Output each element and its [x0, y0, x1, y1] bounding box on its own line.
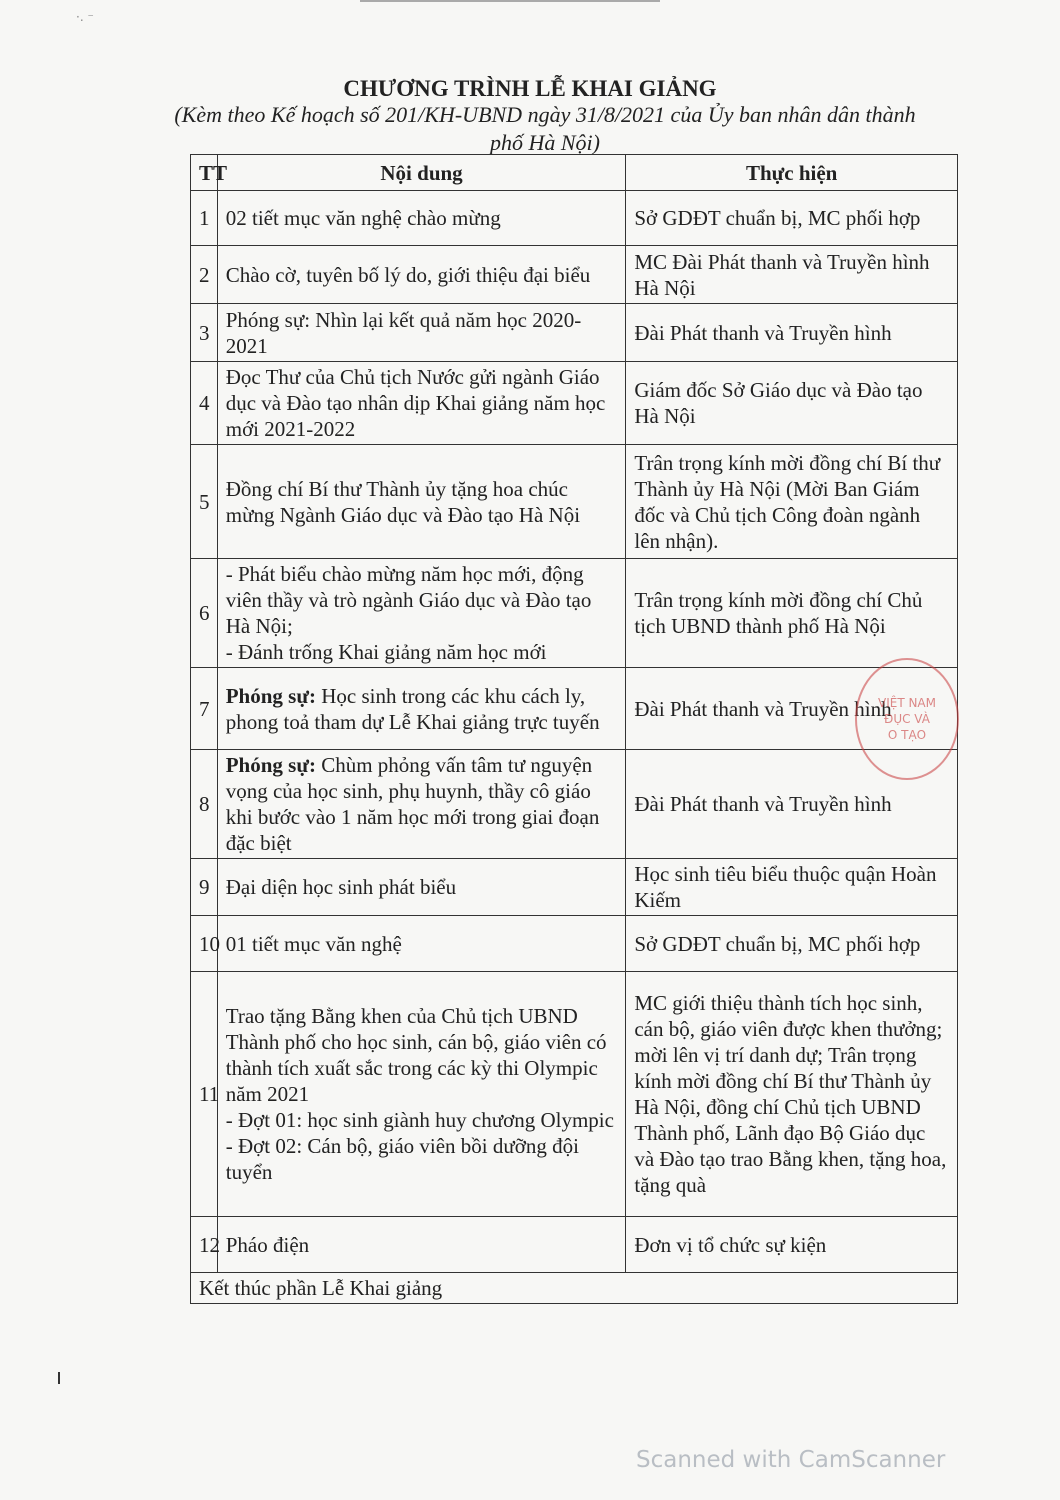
row-number: 6 — [191, 559, 218, 668]
table-row — [191, 668, 958, 750]
row-performer: Giám đốc Sở Giáo dục và Đào tạo Hà Nội — [626, 362, 958, 445]
row-content — [217, 668, 626, 750]
row-content-lead: Phóng sự: — [225, 683, 316, 708]
row-performer: Đài Phát thanh và Truyền hình — [626, 668, 958, 750]
header-tt: TT — [191, 155, 218, 191]
row-content: 01 tiết mục văn nghệ — [217, 916, 626, 972]
table-row — [191, 445, 958, 559]
row-number: 4 — [191, 362, 218, 445]
table-row — [191, 972, 958, 1217]
row-number: 11 — [191, 972, 218, 1217]
row-number: 9 — [191, 859, 218, 916]
row-content: Trao tặng Bằng khen của Chủ tịch UBND Thành phố cho học sinh, cán bộ, giáo viên có thành tích xuất sắc trong các kỳ thi Olympic năm 2021 - Đợt 01: học sinh giành huy chương Olympic - Đợt 02: Cán bộ, giáo viên bồi dưỡng đội tuyển — [217, 972, 626, 1217]
row-content: 02 tiết mục văn nghệ chào mừng — [217, 191, 626, 246]
official-seal-stamp — [855, 658, 959, 780]
row-performer: Sở GDĐT chuẩn bị, MC phối hợp — [626, 191, 958, 246]
row-performer: MC Đài Phát thanh và Truyền hình Hà Nội — [626, 246, 958, 304]
page-subtitle: (Kèm theo Kế hoạch số 201/KH-UBND ngày 31/8/2021 của Ủy ban nhân dân thành phố Hà Nội) — [174, 102, 916, 155]
table-row — [191, 859, 958, 916]
row-content: Đại diện học sinh phát biểu — [217, 859, 626, 916]
row-number: 10 — [191, 916, 218, 972]
stamp-text-mid: ĐỤC VÀ — [884, 712, 930, 726]
table-row — [191, 246, 958, 304]
row-number: 5 — [191, 445, 218, 559]
table-row — [191, 750, 958, 859]
row-content: Đồng chí Bí thư Thành ủy tặng hoa chúc mừng Ngành Giáo dục và Đào tạo Hà Nội — [217, 445, 626, 559]
table-row — [191, 191, 958, 246]
row-content: Đọc Thư của Chủ tịch Nước gửi ngành Giáo dục và Đào tạo nhân dịp Khai giảng năm học mới 2021-2022 — [217, 362, 626, 445]
page-title: CHƯƠNG TRÌNH LỄ KHAI GIẢNG — [343, 76, 717, 101]
row-performer: Đơn vị tổ chức sự kiện — [626, 1217, 958, 1273]
table-footer: Kết thúc phần Lễ Khai giảng — [191, 1273, 958, 1304]
row-performer: MC giới thiệu thành tích học sinh, cán bộ, giáo viên được khen thưởng; mời lên vị trí danh dự; Trân trọng kính mời đồng chí Bí thư Thành ủy Hà Nội, đồng chí Chủ tịch UBND Thành phố, Lãnh đạo Bộ Giáo dục và Đào tạo trao Bằng khen, tặng hoa, tặng quà — [626, 972, 958, 1217]
table-row — [191, 304, 958, 362]
table-row — [191, 1217, 958, 1273]
row-performer: Sở GDĐT chuẩn bị, MC phối hợp — [626, 916, 958, 972]
header-content: Nội dung — [217, 155, 626, 191]
row-performer: Học sinh tiêu biểu thuộc quận Hoàn Kiếm — [626, 859, 958, 916]
scan-edge-mark — [58, 1372, 60, 1384]
table-row — [191, 559, 958, 668]
stamp-text-bot: O TẠO — [887, 728, 927, 742]
row-content: Chào cờ, tuyên bố lý do, giới thiệu đại biểu — [217, 246, 626, 304]
row-performer: Trân trọng kính mời đồng chí Bí thư Thành ủy Hà Nội (Mời Ban Giám đốc và Chủ tịch Công đoàn ngành lên nhận). — [626, 445, 958, 559]
row-number: 12 — [191, 1217, 218, 1273]
row-number: 8 — [191, 750, 218, 859]
row-content: - Phát biểu chào mừng năm học mới, động viên thầy và trò ngành Giáo dục và Đào tạo Hà Nội; - Đánh trống Khai giảng năm học mới — [217, 559, 626, 668]
header-performer: Thực hiện — [626, 155, 958, 191]
row-number: 2 — [191, 246, 218, 304]
table-header-row — [191, 155, 958, 191]
scan-specks: ·. ⁻ — [76, 10, 94, 24]
top-edge-rule — [360, 0, 660, 2]
table-row — [191, 362, 958, 445]
table-footer-row — [191, 1273, 958, 1304]
row-content-lead: Phóng sự: — [225, 753, 316, 777]
table-row — [191, 916, 958, 972]
row-content-text: Chùm phỏng vấn tâm tư nguyện vọng của học sinh, phụ huynh, thầy cô giáo khi bước vào 1 năm học mới trong giai đoạn đặc biệt — [225, 753, 600, 855]
row-content: Phóng sự: Nhìn lại kết quả năm học 2020-2021 — [217, 304, 626, 362]
row-content-text: Học sinh trong các khu cách ly, phong toả tham dự Lễ Khai giảng trực tuyến — [225, 683, 600, 734]
row-number: 1 — [191, 191, 218, 246]
stamp-text-top: VIỆT NAM — [877, 696, 936, 710]
row-content — [217, 750, 626, 859]
program-table — [190, 154, 958, 1304]
scanner-watermark: Scanned with CamScanner — [636, 1447, 946, 1473]
row-performer: Trân trọng kính mời đồng chí Chủ tịch UBND thành phố Hà Nội — [626, 559, 958, 668]
row-number: 7 — [191, 668, 218, 750]
row-number: 3 — [191, 304, 218, 362]
row-performer: Đài Phát thanh và Truyền hình — [626, 750, 958, 859]
row-content: Pháo điện — [217, 1217, 626, 1273]
row-performer: Đài Phát thanh và Truyền hình — [626, 304, 958, 362]
